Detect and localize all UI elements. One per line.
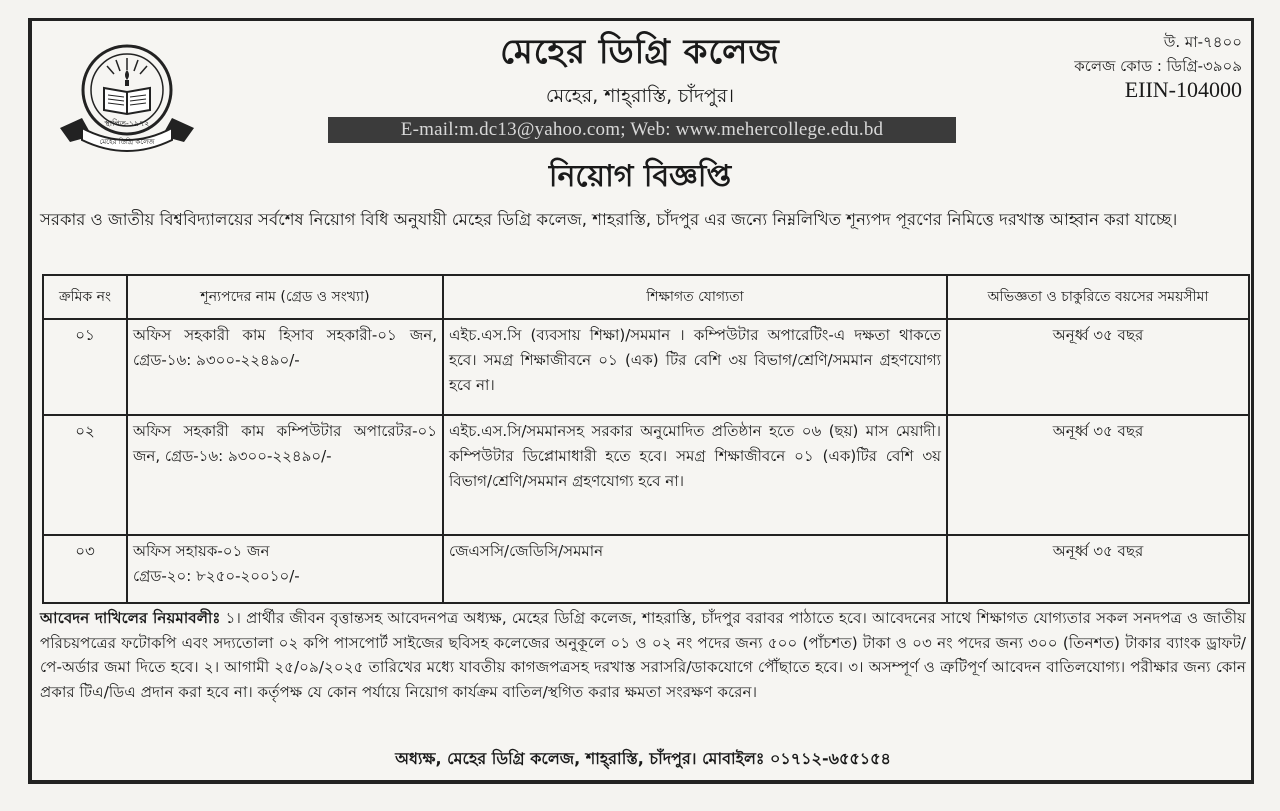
cell-serial: ০১ (43, 319, 127, 415)
table-row (43, 535, 1249, 603)
header-qualification: শিক্ষাগত যোগ্যতা (443, 275, 947, 319)
logo-name-text: মেহের ডিগ্রি কলেজ (99, 138, 155, 146)
college-logo (52, 40, 202, 155)
table-row (43, 319, 1249, 415)
header-age: অভিজ্ঞতা ও চাকুরিতে বয়সের সময়সীমা (947, 275, 1249, 319)
cell-qualification: এইচ.এস.সি/সমমানসহ সরকার অনুমোদিত প্রতিষ্ঠান হতে ০৬ (ছয়) মাস মেয়াদী। কম্পিউটার ডিপ্লোমাধারী হতে হবে। সমগ্র শিক্ষাজীবনে ০১ (এক)টির বেশি ৩য় বিভাগ/শ্রেণি/সমমান গ্রহণযোগ্য হবে না। (443, 415, 947, 535)
rules-label: আবেদন দাখিলের নিয়মাবলীঃ (40, 609, 221, 627)
college-name: মেহের ডিগ্রি কলেজ (500, 32, 780, 72)
cell-age: অনূর্ধ্ব ৩৫ বছর (947, 319, 1249, 415)
vacancy-table (42, 274, 1250, 604)
memo-number: উ. মা-৭৪০০ (1163, 33, 1242, 51)
cell-post (127, 535, 443, 603)
header-post: শূন্যপদের নাম (গ্রেড ও সংখ্যা) (127, 275, 443, 319)
cell-serial: ০৩ (43, 535, 127, 603)
college-code: কলেজ কোড : ডিগ্রি-৩৯০৯ (1074, 57, 1242, 75)
eiin-number: EIIN-104000 (1124, 77, 1242, 102)
college-meta (1074, 30, 1242, 102)
college-address: মেহের, শাহ্‌রাস্তি, চাঁদপুর। (545, 85, 735, 107)
post-name: অফিস সহায়ক-০১ জন (133, 542, 270, 560)
table-header-row (43, 275, 1249, 319)
cell-qualification: জেএসসি/জেডিসি/সমমান (443, 535, 947, 603)
cell-age: অনূর্ধ্ব ৩৫ বছর (947, 535, 1249, 603)
signature-line: অধ্যক্ষ, মেহের ডিগ্রি কলেজ, শাহ্‌রাস্তি, চাঁদপুর। মোবাইলঃ ০১৭১২-৬৫৫১৫৪ (395, 749, 891, 768)
contact-info: E-mail:m.dc13@yahoo.com; Web: www.mehercollege.edu.bd (328, 117, 956, 143)
cell-serial: ০২ (43, 415, 127, 535)
table-row (43, 415, 1249, 535)
rules-text: ১। প্রার্থীর জীবন বৃত্তান্তসহ আবেদনপত্র অধ্যক্ষ, মেহের ডিগ্রি কলেজ, শাহরাস্তি, চাঁদপুর বরাবর পাঠাতে হবে। আবেদনের সাথে শিক্ষাগত যোগ্যতার সকল সনদপত্র ও জাতীয় পরিচয়পত্রের ফটোকপি এবং সদ্যতোলা ০২ কপি পাসপোর্ট সাইজের ছবিসহ কলেজের অনুকূলে ০১ ও ০২ নং পদের জন্য ৫০০ (পাঁচশত) টাকা ও ০৩ নং পদের জন্য ৩০০ (তিনশত) টাকার ব্যাংক ড্রাফট/ পে-অর্ডার জমা দিতে হবে। ২। আগামী ২৫/০৯/২০২৫ তারিখের মধ্যে যাবতীয় কাগজপত্রসহ দরখাস্ত সরাসরি/ডাকযোগে পৌঁছাতে হবে। ৩। অসম্পূর্ণ ও ত্রুটিপূর্ণ আবেদন বাতিলযোগ্য। পরীক্ষার জন্য কোন প্রকার টিএ/ডিএ প্রদান করা হবে না। কর্তৃপক্ষ যে কোন পর্যায়ে নিয়োগ কার্যক্রম বাতিল/স্থগিত করার ক্ষমতা সংরক্ষণ করেন। (40, 609, 1246, 701)
cell-post: অফিস সহকারী কাম কম্পিউটার অপারেটর-০১ জন, গ্রেড-১৬: ৯৩০০-২২৪৯০/- (127, 415, 443, 535)
notice-title: নিয়োগ বিজ্ঞপ্তি (548, 159, 732, 194)
cell-post: অফিস সহকারী কাম হিসাব সহকারী-০১ জন, গ্রেড-১৬: ৯৩০০-২২৪৯০/- (127, 319, 443, 415)
logo-year-text: স্থাপিত-১৯৭২ (104, 119, 150, 128)
notice-intro: সরকার ও জাতীয় বিশ্ববিদ্যালয়ের সর্বশেষ নিয়োগ বিধি অনুযায়ী মেহের ডিগ্রি কলেজ, শাহরাস্তি, চাঁদপুর এর জন্যে নিম্নলিখিত শূন্যপদ পূরণের নিমিত্তে দরখাস্ত আহ্বান করা যাচ্ছে। (40, 210, 1178, 229)
cell-qualification: এইচ.এস.সি (ব্যবসায় শিক্ষা)/সমমান । কম্পিউটার অপারেটিং-এ দক্ষতা থাকতে হবে। সমগ্র শিক্ষাজীবনে ০১ (এক) টির বেশি ৩য় বিভাগ/শ্রেণি/সমমান গ্রহণযোগ্য হবে না। (443, 319, 947, 415)
cell-age: অনূর্ধ্ব ৩৫ বছর (947, 415, 1249, 535)
application-rules (40, 606, 1246, 704)
header-serial: ক্রমিক নং (43, 275, 127, 319)
post-grade: গ্রেড-২০: ৮২৫০-২০০১০/- (133, 567, 300, 585)
